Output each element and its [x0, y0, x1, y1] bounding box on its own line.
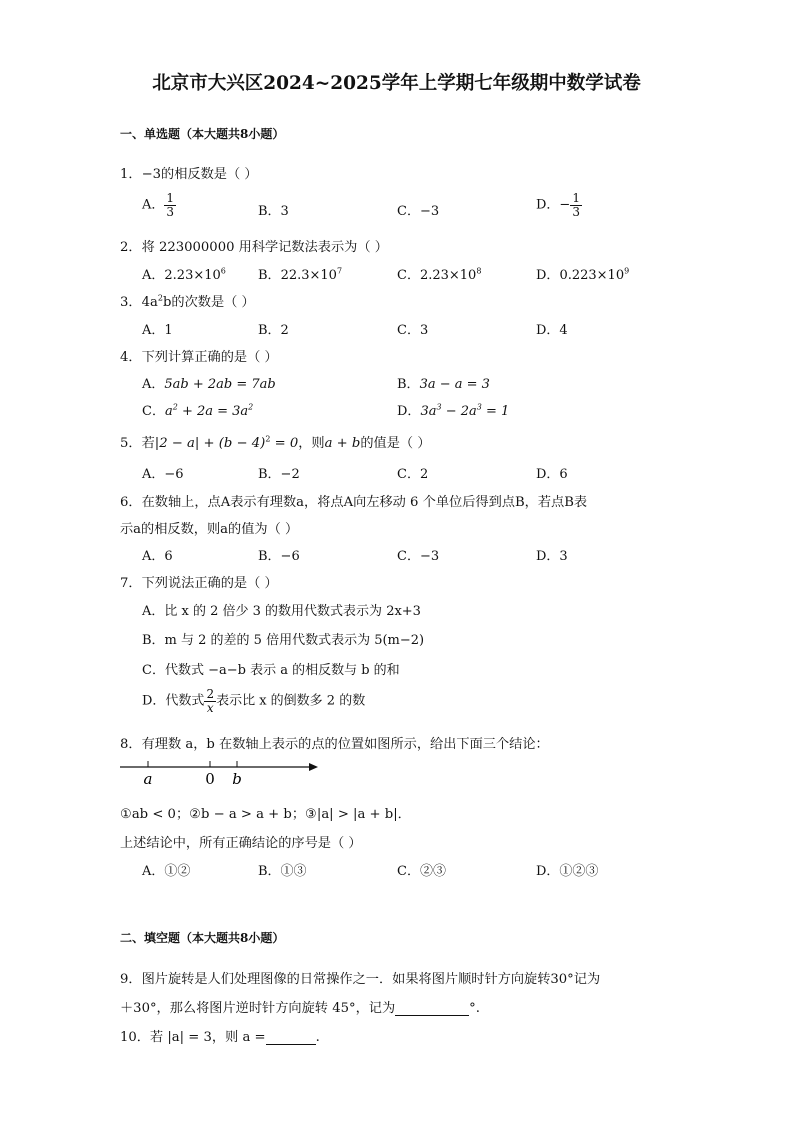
question-9-line-2: ＋30°，那么将图片逆时针方向旋转 45°，记为 °.: [120, 1001, 480, 1016]
question-7-option-b[interactable]: B．m 与 2 的差的 5 倍用代数式表示为 5(m−2): [142, 633, 425, 648]
question-1-option-d[interactable]: [536, 192, 582, 218]
question-5-option-a[interactable]: A．−6: [142, 467, 184, 482]
question-6-option-c[interactable]: C．−3: [397, 549, 440, 564]
question-7-option-d[interactable]: D．代数式 $\frac{2}{x}$ 表示比 x 的倒数多 2 的数: [142, 687, 366, 715]
fraction: $\frac{1}{3}$: [166, 191, 175, 219]
page-title: 北京市大兴区2024~2025学年上学期七年级期中数学试卷: [152, 73, 641, 94]
question-10: 10．若 |a| = 3，则 a = .: [120, 1030, 320, 1045]
question-8-prompt: 上述结论中，所有正确结论的序号是（ ）: [120, 836, 362, 851]
option-label: D．−: [536, 197, 571, 213]
question-2-stem: 2．将 223000000 用科学记数法表示为（ ）: [120, 240, 388, 255]
question-4-stem: 4．下列计算正确的是（ ）: [120, 350, 278, 365]
question-8-conclusions: ①ab < 0；②b − a > a + b；③|a| > |a + b|．: [120, 807, 411, 822]
question-2-option-c[interactable]: C．$2.23\times 10^8$: [397, 266, 482, 283]
question-6-stem-line-2: 示a的相反数，则a的值为（ ）: [120, 522, 299, 537]
option-label: A．: [142, 197, 165, 213]
question-8-option-b[interactable]: B．①③: [258, 864, 307, 879]
fraction: $\frac{2}{x}$: [206, 687, 215, 715]
question-8-option-a[interactable]: A．①②: [142, 864, 191, 879]
question-9-line-1: 9．图片旋转是人们处理图像的日常操作之一．如果将图片顺时针方向旋转30°记为: [120, 972, 601, 987]
question-4-option-b[interactable]: B．3a − a = 3: [397, 377, 490, 392]
question-8-stem: 8．有理数 a，b 在数轴上表示的点的位置如图所示，给出下面三个结论：: [120, 737, 549, 752]
number-line: [118, 756, 328, 788]
answer-blank[interactable]: [395, 1001, 469, 1016]
question-5-stem: 5．若$|2 - a| + (b - 4)^2 = 0$，则a + b的值是（ ）: [120, 434, 431, 451]
question-3-option-c[interactable]: C．3: [397, 323, 429, 338]
question-3-option-b[interactable]: B．2: [258, 323, 289, 338]
question-3-option-a[interactable]: A．1: [142, 323, 173, 338]
arrow-head-icon: [309, 763, 318, 771]
question-2-option-a[interactable]: A．$2.23\times 10^6$: [142, 266, 226, 283]
question-8-option-c[interactable]: C．②③: [397, 864, 446, 879]
section-heading-fill-in: 二、填空题（本大题共8小题）: [120, 931, 285, 945]
question-1-option-a[interactable]: [142, 192, 176, 218]
section-heading-single-choice: 一、单选题（本大题共8小题）: [120, 127, 285, 141]
question-5-option-b[interactable]: B．−2: [258, 467, 300, 482]
question-5-option-c[interactable]: C．2: [397, 467, 429, 482]
label-b: b: [232, 770, 242, 788]
question-1-option-b[interactable]: B．3: [258, 204, 289, 219]
question-3-option-d[interactable]: D．4: [536, 323, 568, 338]
question-5-option-d[interactable]: D．6: [536, 467, 568, 482]
question-4-option-c[interactable]: C．$a^2 + 2a = 3a^2$: [142, 402, 254, 419]
question-6-option-a[interactable]: A．6: [142, 549, 173, 564]
label-a: a: [143, 770, 153, 788]
question-7-stem: 7．下列说法正确的是（ ）: [120, 576, 278, 591]
answer-blank[interactable]: [266, 1030, 316, 1045]
fraction: $\frac{1}{3}$: [572, 191, 580, 219]
question-8-option-d[interactable]: D．①②③: [536, 864, 599, 879]
question-3-stem: 3．$4a^2b$的次数是（ ）: [120, 293, 255, 310]
question-7-option-a[interactable]: A．比 x 的 2 倍少 3 的数用代数式表示为 2x+3: [142, 604, 421, 619]
question-1-stem: 1．−3的相反数是（ ）: [120, 167, 258, 182]
question-2-option-d[interactable]: D．$0.223\times 10^9$: [536, 266, 630, 283]
question-6-option-d[interactable]: D．3: [536, 549, 568, 564]
question-6-stem-line-1: 6．在数轴上，点A表示有理数a，将点A向左移动 6 个单位后得到点B，若点B表: [120, 495, 588, 510]
question-1-option-c[interactable]: C．−3: [397, 204, 440, 219]
question-4-option-a[interactable]: A．5ab + 2ab = 7ab: [142, 377, 276, 392]
question-4-option-d[interactable]: D．$3a^3 - 2a^3 = 1$: [397, 402, 510, 419]
question-2-option-b[interactable]: B．$22.3\times 10^7$: [258, 266, 343, 283]
question-6-option-b[interactable]: B．−6: [258, 549, 300, 564]
question-7-option-c[interactable]: C．代数式 −a−b 表示 a 的相反数与 b 的和: [142, 663, 400, 678]
label-zero: 0: [205, 770, 215, 788]
